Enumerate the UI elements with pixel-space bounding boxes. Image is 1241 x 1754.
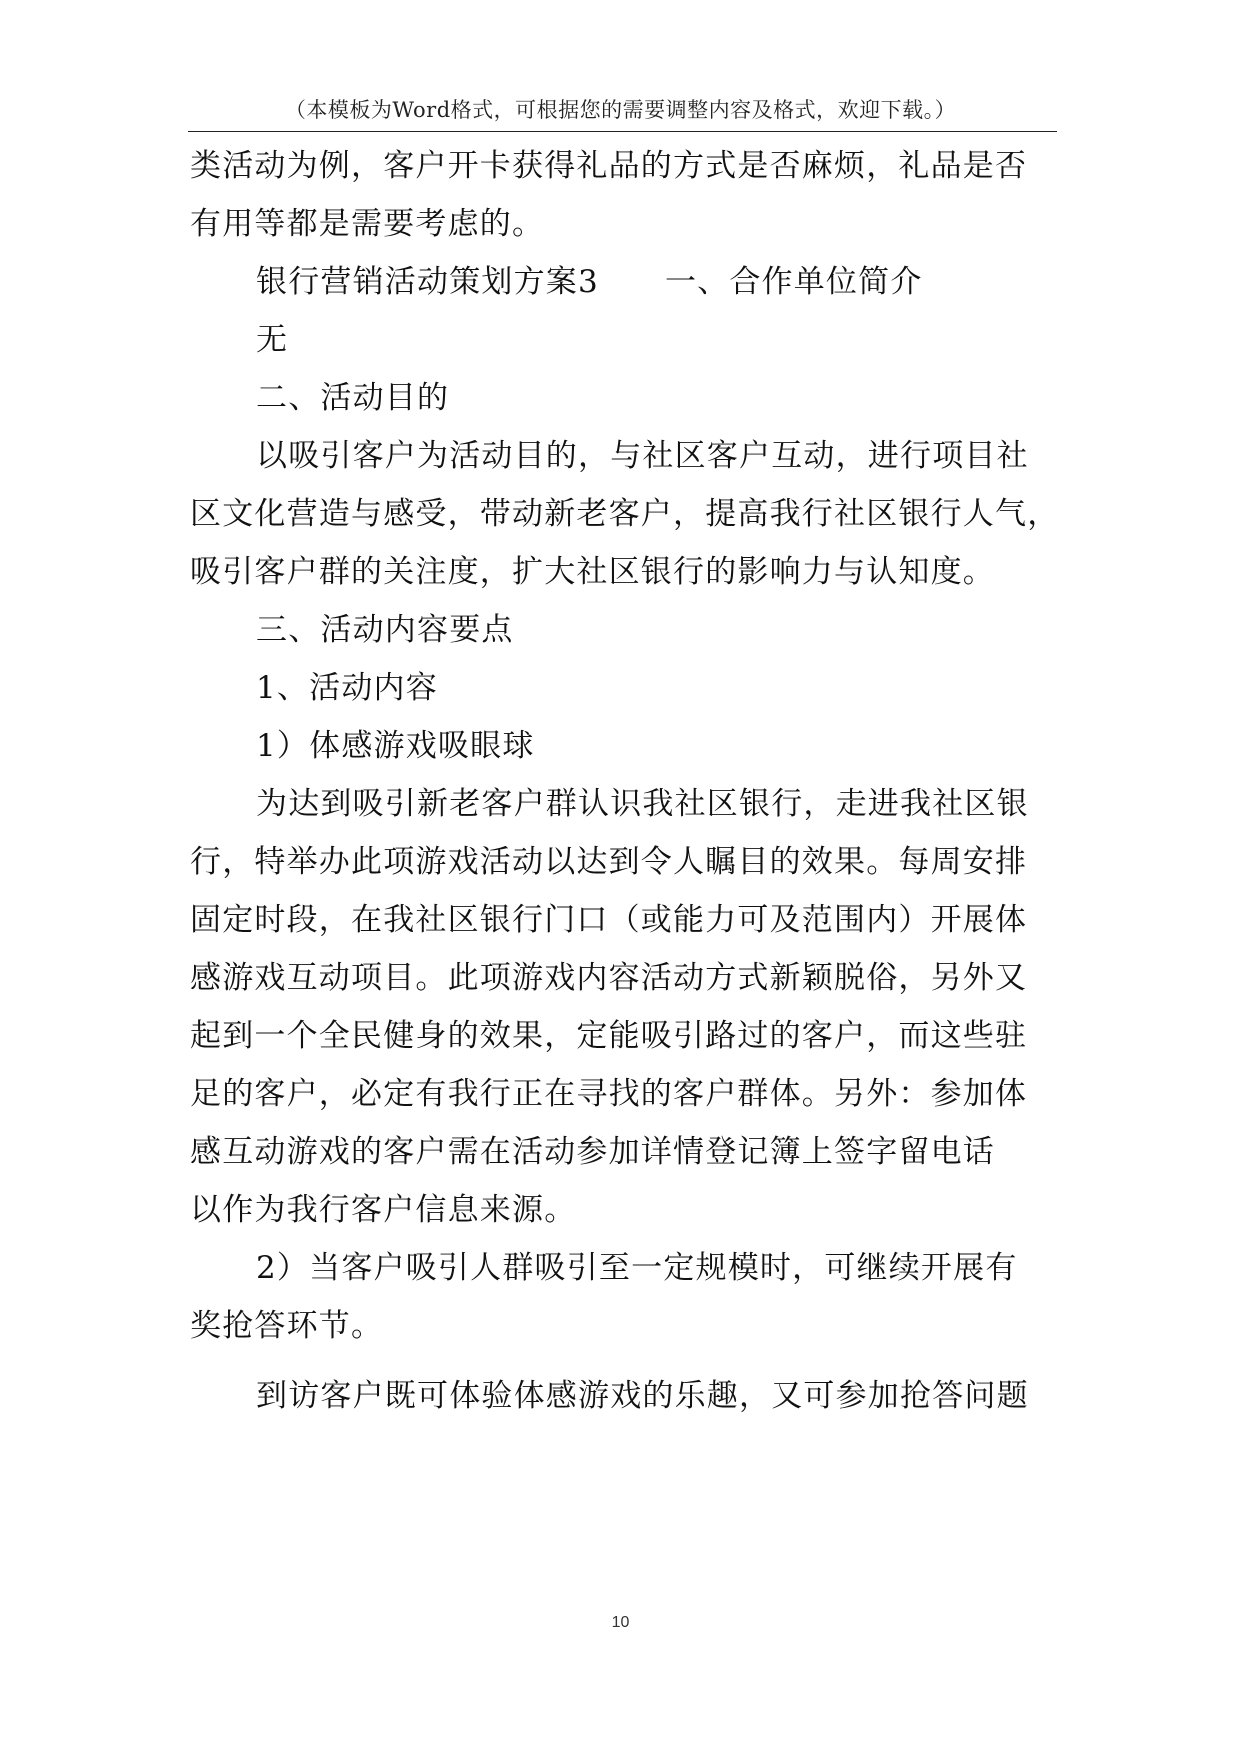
page-header-note: （本模板为Word格式，可根据您的需要调整内容及格式，欢迎下载。） [284, 98, 957, 122]
section-heading: 一、合作单位简介 [664, 264, 923, 300]
section-heading: 二、活动目的 [256, 380, 450, 416]
paragraph-line: 以作为我行客户信息来源。 [190, 1192, 577, 1228]
paragraph-line: 到访客户既可体验体感游戏的乐趣，又可参加抢答问题 [256, 1378, 1029, 1414]
item-heading: 1）体感游戏吸眼球 [256, 728, 535, 764]
paragraph-line: 起到一个全民健身的效果，定能吸引路过的客户，而这些驻 [190, 1018, 1028, 1054]
item-heading: 2）当客户吸引人群吸引至一定规模时，可继续开展有 [256, 1250, 1018, 1286]
header-divider [188, 131, 1057, 132]
paragraph-line: 感互动游戏的客户需在活动参加详情登记簿上签字留电话 [190, 1134, 995, 1170]
paragraph-line: 奖抢答环节。 [190, 1308, 384, 1344]
paragraph-line: 以吸引客户为活动目的，与社区客户互动，进行项目社 [256, 438, 1029, 474]
paragraph-line: 吸引客户群的关注度，扩大社区银行的影响力与认知度。 [190, 554, 995, 590]
section-heading-line [256, 262, 923, 302]
subsection-heading: 1、活动内容 [256, 670, 438, 706]
paragraph-line: 行，特举办此项游戏活动以达到令人瞩目的效果。每周安排 [190, 844, 1028, 880]
paragraph-line: 有用等都是需要考虑的。 [190, 206, 545, 242]
paragraph-line: 为达到吸引新老客户群认识我社区银行，走进我社区银 [256, 786, 1029, 822]
paragraph-line: 无 [256, 322, 289, 358]
paragraph-line: 足的客户，必定有我行正在寻找的客户群体。另外：参加体 [190, 1076, 1028, 1112]
paragraph-line: 区文化营造与感受，带动新老客户，提高我行社区银行人气， [190, 496, 1060, 532]
paragraph-line: 固定时段，在我社区银行门口（或能力可及范围内）开展体 [190, 902, 1028, 938]
paragraph-line: 感游戏互动项目。此项游戏内容活动方式新颖脱俗，另外又 [190, 960, 1028, 996]
paragraph-line: 类活动为例，客户开卡获得礼品的方式是否麻烦，礼品是否 [190, 148, 1028, 184]
page-number: 10 [611, 1614, 630, 1631]
plan-title: 银行营销活动策划方案3 [256, 264, 599, 300]
section-heading: 三、活动内容要点 [256, 612, 514, 648]
